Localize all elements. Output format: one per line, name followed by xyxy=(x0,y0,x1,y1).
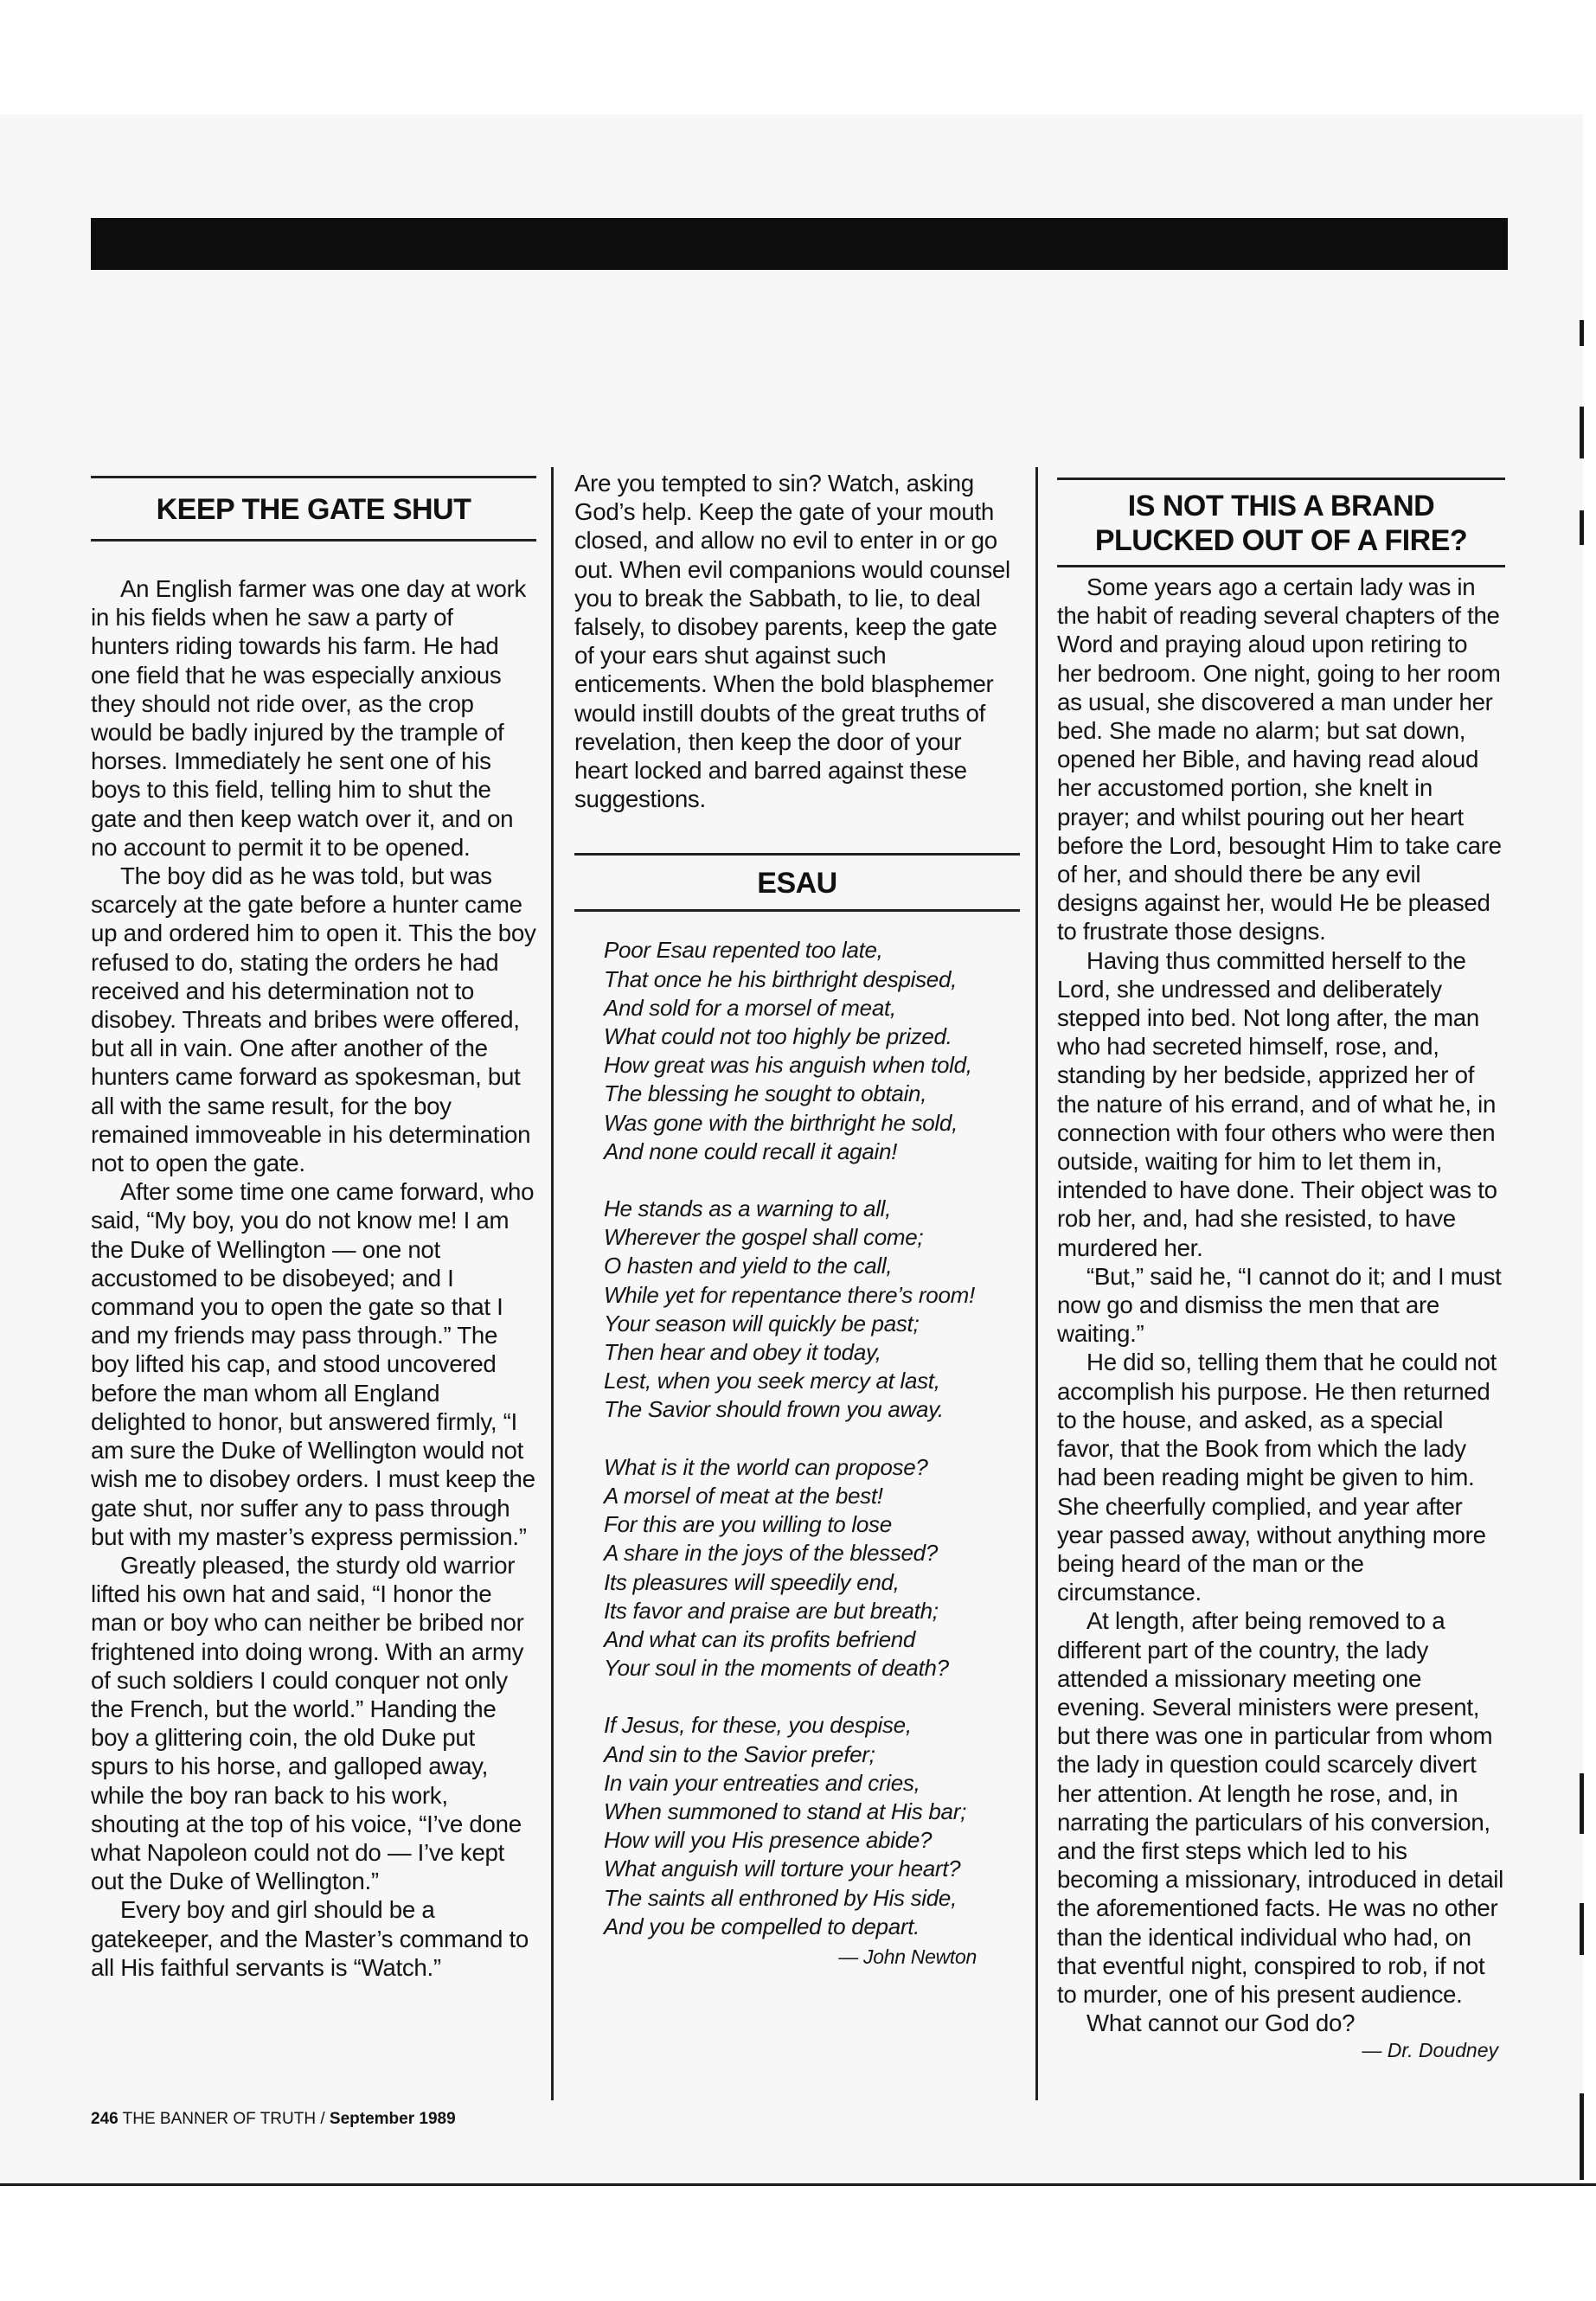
poem-line: Was gone with the birthright he sold, xyxy=(604,1109,958,1136)
poem-attribution: — John Newton xyxy=(838,1945,977,1968)
edge-mark xyxy=(1580,510,1584,545)
poem-body xyxy=(574,936,1020,1971)
poem-line: That once he his birthright despised, xyxy=(604,965,958,992)
paragraph: Greatly pleased, the sturdy old warrior lifted his own hat and said, “I honor the man or boy who can neither be bribed nor frightened into doing wrong. With an army of such soldiers I could conquer not only the French, but the world.” Handing the boy a glittering coin, the old Duke put spurs to his horse, and galloped away, while the boy ran back to his work, shouting at the top of his voice, “I’ve done what Napoleon could not do — I’ve kept out the Duke of Wellington.” xyxy=(91,1551,524,1895)
poem-line: What anguish will torture your heart? xyxy=(604,1856,961,1882)
page-footer xyxy=(91,2110,456,2129)
column-divider xyxy=(551,467,554,2100)
poem-line: Your soul in the moments of death? xyxy=(604,1655,949,1682)
paragraph: He did so, telling them that he could not accomplish his purpose. He then returned to the house, and asked, as a special favor, that the Book from which the lady had been reading might be given to him. She cheerfully complied, and year after year passed away, without anything more being heard of the man or the circumstance. xyxy=(1057,1349,1497,1606)
poem-line: The saints all enthroned by His side, xyxy=(604,1884,958,1911)
article-attribution: — Dr. Doudney xyxy=(1362,2039,1498,2062)
paragraph: Every boy and girl should be a gatekeeper, and the Master’s command to all His faithful servants is “Watch.” xyxy=(91,1896,529,1981)
article-body xyxy=(1057,573,1505,2037)
poem-line: And sin to the Savior prefer; xyxy=(604,1740,875,1767)
poem-stanza xyxy=(604,1711,1020,1941)
poem-heading: ESAU xyxy=(574,853,1020,912)
poem-line: A share in the joys of the blessed? xyxy=(604,1540,939,1567)
poem-line: And you be compelled to depart. xyxy=(604,1913,920,1939)
paragraph: Are you tempted to sin? Watch, asking God’s help. Keep the gate of your mouth closed, and allow no evil to enter in or go out. When evil companions would counsel you to break the Sabbath, to lie, to deal falsely, to disobey parents, keep the gate of your ears shut against such enticements. When the bold blasphemer would instill doubts of the great truths of revelation, then keep the door of your heart locked and barred against these suggestions. xyxy=(574,470,1010,813)
publication-name: THE BANNER OF TRUTH / xyxy=(122,2110,325,2128)
article-heading xyxy=(1057,478,1505,567)
poem-line: And what can its profits befriend xyxy=(604,1625,916,1652)
paragraph: The boy did as he was told, but was scarcely at the gate before a hunter came up and ordered him to open it. This the boy refused to do, stating the orders he had received and his determination not to disobey. Threats and bribes were offered, but all in vain. One after another of the hunters came forward as spokesman, but all with the same result, for the boy remained immoveable in his determination not to open the gate. xyxy=(91,862,536,1177)
article-body xyxy=(91,574,536,1982)
poem-line: What could not too highly be prized. xyxy=(604,1023,952,1050)
poem-stanza xyxy=(604,936,1020,1166)
paragraph: At length, after being removed to a different part of the country, the lady attended a missionary meeting one evening. Several ministers were present, but there was one in particular from whom the lady in question could scarcely divert her attention. At length he rose, and, in narrating the particulars of his conversion, and the first steps which led to his becoming a missionary, introduced in detail the aforementioned facts. He was no other than the identical individual who had, on that eventful night, conspired to rob, if not to murder, one of his present audience. xyxy=(1057,1607,1504,2008)
poem-line: In vain your entreaties and cries, xyxy=(604,1769,920,1796)
poem-line: And sold for a morsel of meat, xyxy=(604,994,896,1021)
poem-line: What is it the world can propose? xyxy=(604,1453,928,1480)
paragraph: Some years ago a certain lady was in the habit of reading several chapters of the Word and praying aloud upon retiring to her bedroom. One night, going to her room as usual, she discovered a man under her bed. She made no alarm; but sat down, opened her Bible, and having read aloud her accustomed portion, she knelt in prayer; and whilst pouring out her heart before the Lord, besought Him to take care of her, and should there be any evil designs against her, would He be pleased to frustrate those designs. xyxy=(1057,574,1502,945)
poem-line: Its pleasures will speedily end, xyxy=(604,1568,900,1595)
paragraph: An English farmer was one day at work in his fields when he saw a party of hunters riding towards his farm. He had one field that he was especially anxious they should not ride over, as the crop would be badly injured by the trample of horses. Immediately he sent one of his boys to this field, telling him to shut the gate and then keep watch over it, and on no account to permit it to be opened. xyxy=(91,575,527,861)
poem-line: When summoned to stand at His bar; xyxy=(604,1798,967,1824)
column-brand-plucked xyxy=(1057,467,1505,2062)
header-banner xyxy=(91,218,1508,270)
edge-mark xyxy=(1580,320,1584,346)
page-number: 246 xyxy=(91,2110,119,2128)
column-keep-the-gate-shut xyxy=(91,467,536,1982)
column-divider xyxy=(1035,467,1038,2100)
paragraph: After some time one came forward, who said, “My boy, you do not know me! I am the Duke of Wellington — one not accustomed to be disobeyed; and I command you to open the gate so that I and my friends may pass through.” The boy lifted his cap, and stood uncovered before the man whom all England delighted to honor, but answered firmly, “I am sure the Duke of Wellington would not wish me to disobey orders. I must keep the gate shut, nor suffer any to pass through but with my master’s express permission.” xyxy=(91,1178,535,1550)
article-heading: KEEP THE GATE SHUT xyxy=(91,476,536,542)
poem-line: For this are you willing to lose xyxy=(604,1511,892,1538)
poem-line: How great was his anguish when told, xyxy=(604,1052,972,1079)
issue-date: September 1989 xyxy=(329,2110,456,2128)
poem-line: Poor Esau repented too late, xyxy=(604,937,883,964)
edge-mark xyxy=(1580,1903,1584,1955)
poem-line: If Jesus, for these, you despise, xyxy=(604,1712,912,1739)
column-esau xyxy=(574,467,1020,1971)
page-bottom-rule xyxy=(0,2183,1596,2186)
poem-line: Then hear and obey it today, xyxy=(604,1339,881,1366)
poem-line: Your season will quickly be past; xyxy=(604,1310,920,1336)
poem-line: The Savior should frown you away. xyxy=(604,1396,944,1423)
paragraph: What cannot our God do? xyxy=(1086,2009,1356,2037)
heading-line: PLUCKED OUT OF A FIRE? xyxy=(1094,524,1468,557)
poem-line: The blessing he sought to obtain, xyxy=(604,1080,927,1107)
poem-line: He stands as a warning to all, xyxy=(604,1195,892,1222)
edge-mark xyxy=(1580,407,1584,458)
paragraph: Having thus committed herself to the Lord, she undressed and deliberately stepped into bed. Not long after, the man who had secreted himself, rose, and, standing by her bedside, apprized her of the nature of his errand, and of what he, in connection with four others who were then outside, waiting for him to let them in, intended to have done. Their object was to rob her, and, had she resisted, to have murdered her. xyxy=(1057,946,1497,1261)
poem-line: While yet for repentance there’s room! xyxy=(604,1281,975,1308)
poem-line: Lest, when you seek mercy at last, xyxy=(604,1368,940,1394)
poem-line: How will you His presence abide? xyxy=(604,1827,933,1854)
poem-line: And none could recall it again! xyxy=(604,1138,898,1164)
edge-mark xyxy=(1580,2093,1584,2180)
edge-mark xyxy=(1580,1773,1584,1834)
article-continuation xyxy=(574,469,1020,813)
heading-line: IS NOT THIS A BRAND xyxy=(1127,490,1435,522)
poem-line: O hasten and yield to the call, xyxy=(604,1253,893,1279)
poem-stanza xyxy=(604,1453,1020,1683)
poem-line: Wherever the gospel shall come; xyxy=(604,1224,924,1251)
paragraph: “But,” said he, “I cannot do it; and I must now go and dismiss the men that are waiting.” xyxy=(1057,1262,1502,1348)
poem-line: A morsel of meat at the best! xyxy=(604,1482,883,1509)
poem-line: Its favor and praise are but breath; xyxy=(604,1597,939,1624)
poem-stanza xyxy=(604,1195,1020,1425)
